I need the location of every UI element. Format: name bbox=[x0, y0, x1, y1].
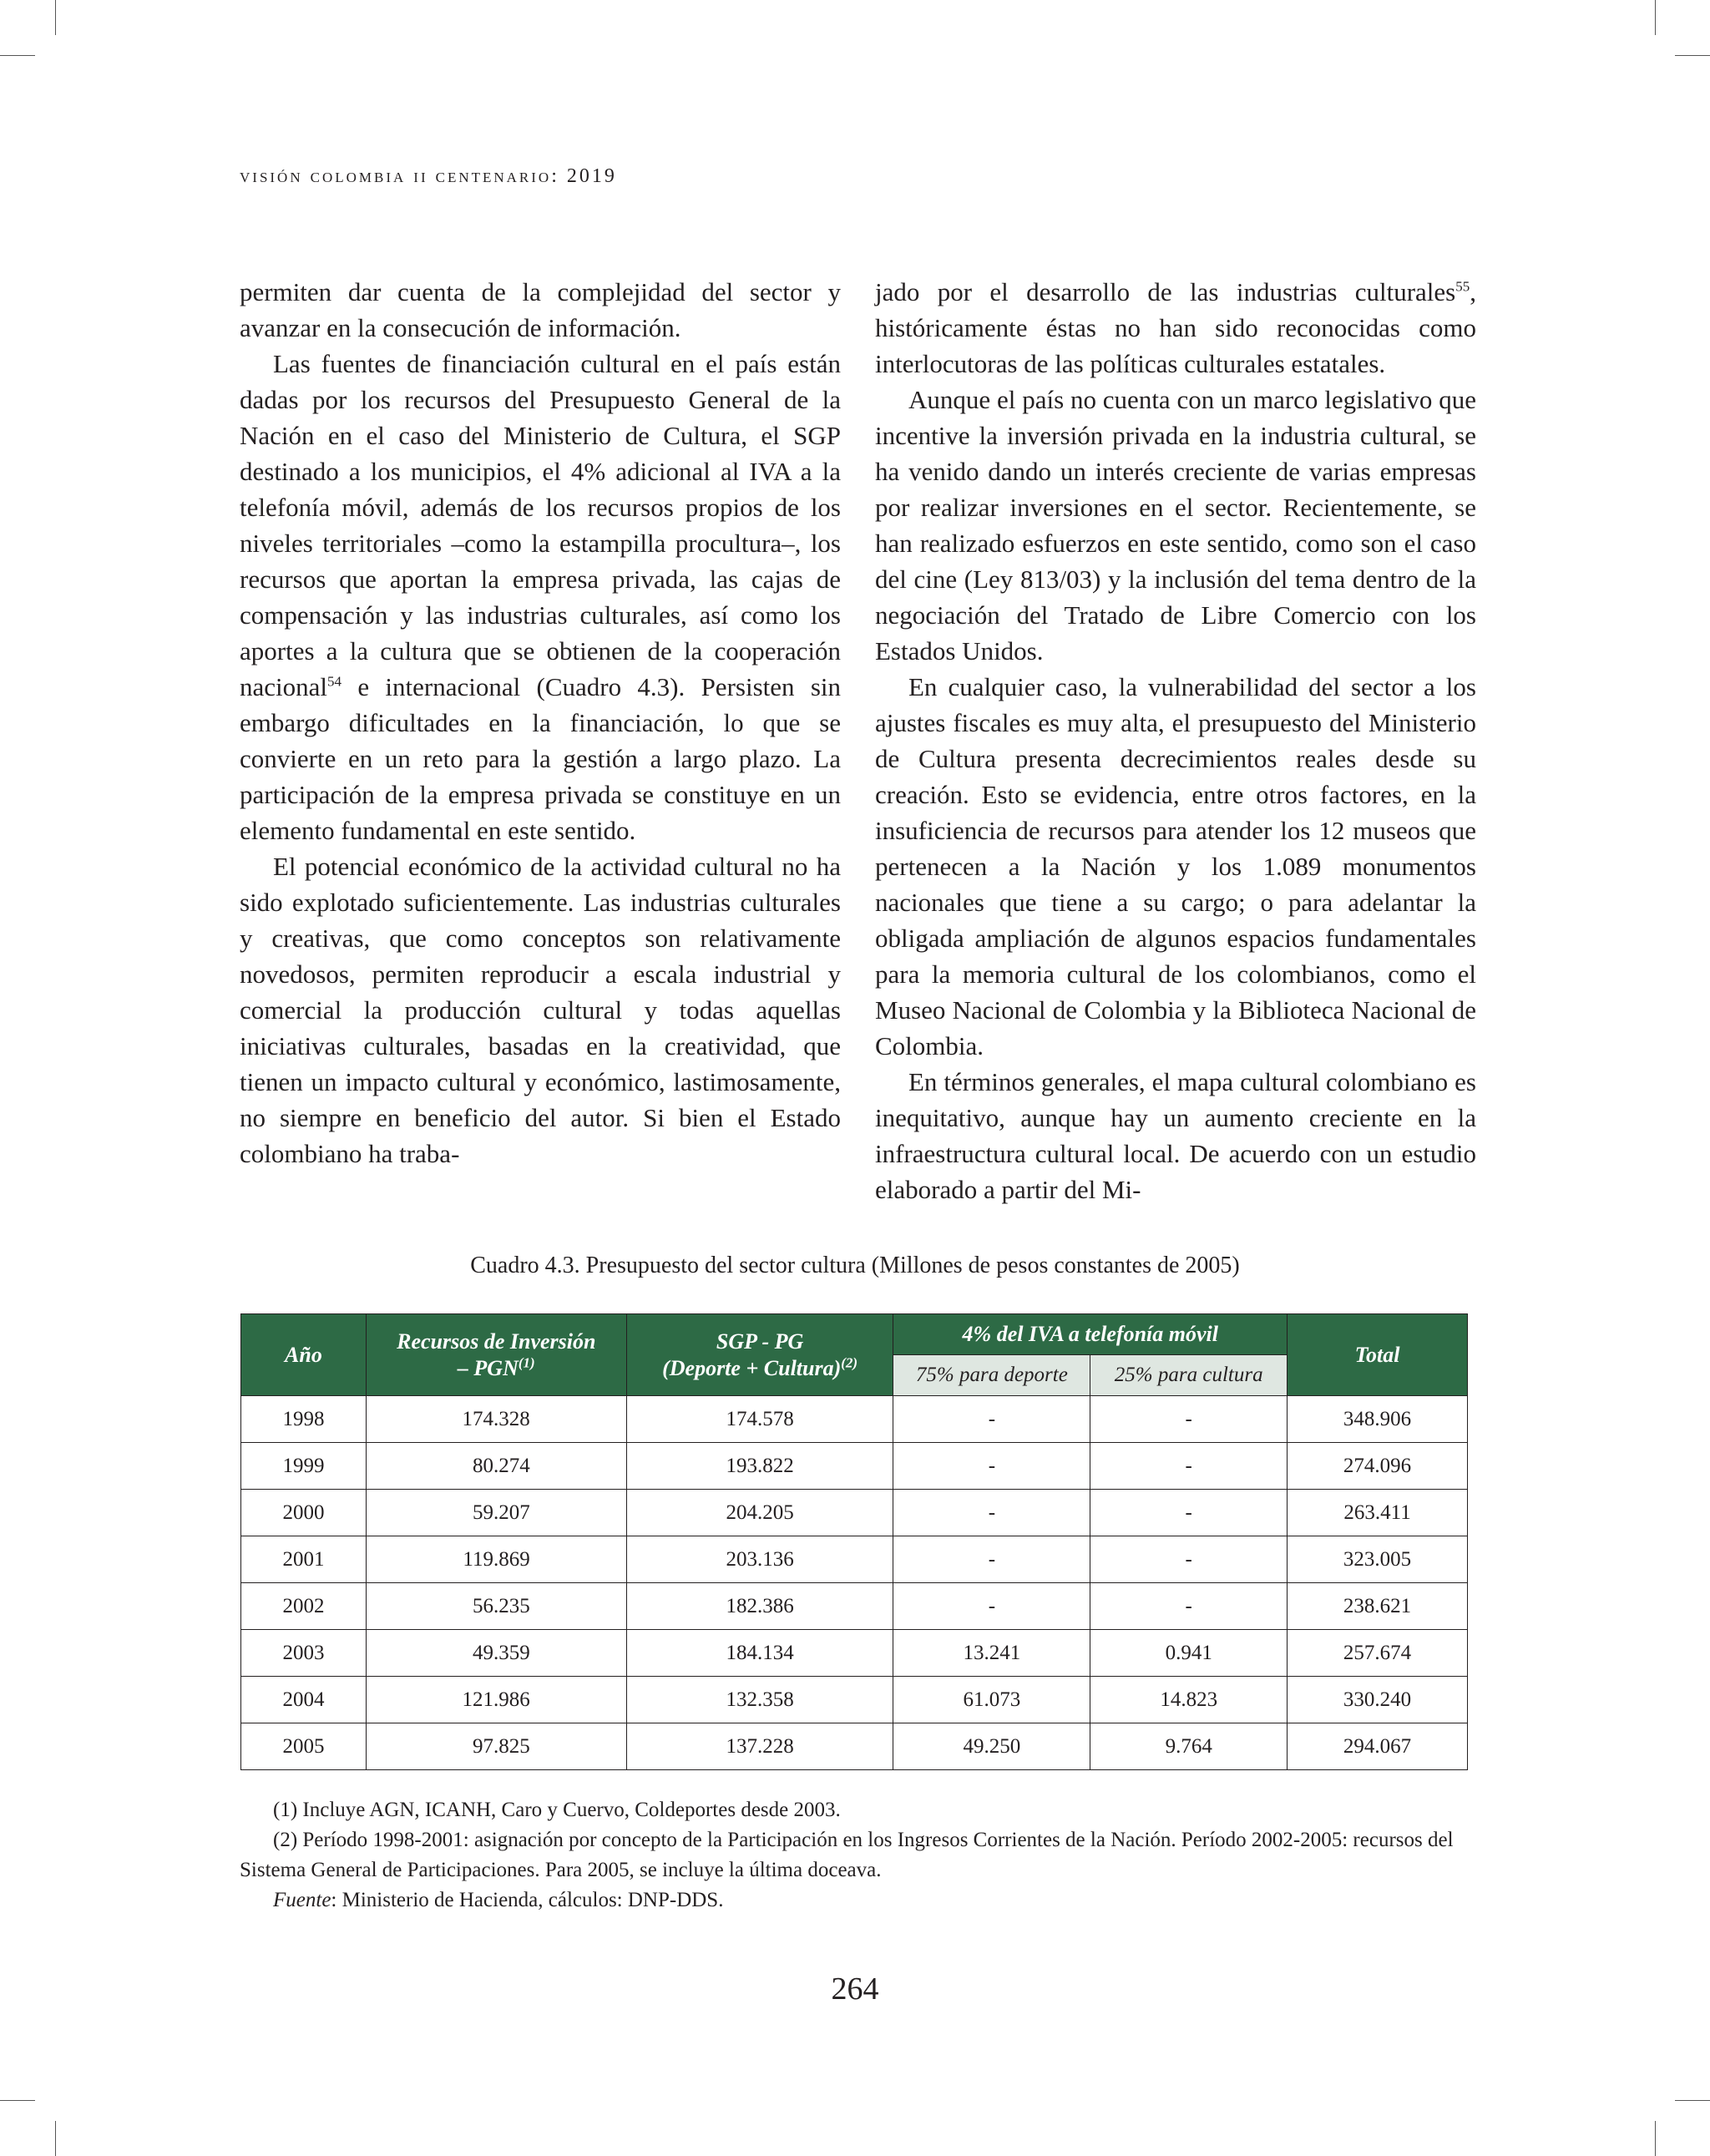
source-note: Fuente: Ministerio de Hacienda, cálculos: DNP-DDS. bbox=[273, 1889, 724, 1911]
header-year: Año bbox=[241, 1314, 367, 1396]
table-row bbox=[241, 1396, 1468, 1443]
crop-mark bbox=[0, 2100, 35, 2101]
cell-year: 1999 bbox=[241, 1443, 367, 1490]
crop-mark bbox=[1675, 2100, 1710, 2101]
table-row bbox=[241, 1630, 1468, 1677]
table-row bbox=[241, 1536, 1468, 1583]
running-head: visión colombia ii centenario: 2019 bbox=[240, 165, 617, 187]
cell-pgn: 97.825 bbox=[366, 1723, 626, 1770]
cell-iva-sport: 13.241 bbox=[893, 1630, 1090, 1677]
cell-total: 263.411 bbox=[1288, 1490, 1468, 1536]
header-pgn: Recursos de Inversión – PGN$^{(1)}$ bbox=[366, 1314, 626, 1396]
cell-sgp: 204.205 bbox=[626, 1490, 893, 1536]
cell-year: 2005 bbox=[241, 1723, 367, 1770]
crop-mark bbox=[1675, 55, 1710, 56]
table-row bbox=[241, 1583, 1468, 1630]
cell-total: 330.240 bbox=[1288, 1677, 1468, 1723]
cell-iva-culture: - bbox=[1090, 1583, 1288, 1630]
cell-sgp: 203.136 bbox=[626, 1536, 893, 1583]
budget-table bbox=[240, 1313, 1468, 1770]
cell-total: 274.096 bbox=[1288, 1443, 1468, 1490]
cell-year: 2003 bbox=[241, 1630, 367, 1677]
crop-mark bbox=[1655, 0, 1656, 35]
header-iva-sport: 75% para deporte bbox=[893, 1355, 1090, 1396]
cell-sgp: 184.134 bbox=[626, 1630, 893, 1677]
paragraph: Las fuentes de financiación cultural en el país están dadas por los recursos del Presupuesto General de la Nación en el caso del Ministerio de Cultura, el SGP destinado a los municipios, el 4% adicional al IVA a la telefonía móvil, además de los recursos propios de los niveles territoriales –como la estampilla procultura–, los recursos que aportan la empresa privada, las cajas de compensación y las industrias culturales, así como los aportes a la cultura que se obtienen de la cooperación nacional$^{54}$ e internacional (Cuadro 4.3). Persisten sin embargo dificultades en la financiación, lo que se convierte en un reto para la gestión a largo plazo. La participación de la empresa privada se constituye en un elemento fundamental en este sentido. bbox=[240, 349, 841, 845]
cell-iva-culture: - bbox=[1090, 1536, 1288, 1583]
cell-pgn: 59.207 bbox=[366, 1490, 626, 1536]
cell-total: 323.005 bbox=[1288, 1536, 1468, 1583]
crop-mark bbox=[0, 55, 35, 56]
table-row bbox=[241, 1677, 1468, 1723]
note-1: (1) Incluye AGN, ICANH, Caro y Cuervo, Coldeportes desde 2003. bbox=[273, 1799, 841, 1821]
paragraph: permiten dar cuenta de la complejidad del sector y avanzar en la consecución de información. bbox=[240, 277, 841, 342]
footnote-ref: 54 bbox=[327, 673, 342, 690]
cell-iva-culture: - bbox=[1090, 1443, 1288, 1490]
table-row bbox=[241, 1443, 1468, 1490]
cell-sgp: 182.386 bbox=[626, 1583, 893, 1630]
cell-iva-sport: - bbox=[893, 1536, 1090, 1583]
page-number: 264 bbox=[831, 1971, 879, 2007]
cell-pgn: 80.274 bbox=[366, 1443, 626, 1490]
paragraph: El potencial económico de la actividad cultural no ha sido explotado suficientemente. Las industrias culturales y creativas, que como conceptos son relativamente novedosos, permiten reproducir a escala industrial y comercial la producción cultural y todas aquellas iniciativas culturales, basadas en la creatividad, que tienen un impacto cultural y económico, lastimosamente, no siempre en beneficio del autor. Si bien el Estado colombiano ha traba- bbox=[240, 852, 841, 1168]
cell-year: 1998 bbox=[241, 1396, 367, 1443]
paragraph: En cualquier caso, la vulnerabilidad del sector a los ajustes fiscales es muy alta, el presupuesto del Ministerio de Cultura presenta decrecimientos reales desde su creación. Esto se evidencia, entre otros factores, en la insuficiencia de recursos para atender los 12 museos que pertenecen a la Nación y los 1.089 monumentos nacionales que tiene a su cargo; o para adelantar la obligada ampliación de algunos espacios fundamentales para la memoria cultural de los colombianos, como el Museo Nacional de Colombia y la Biblioteca Nacional de Colombia. bbox=[875, 672, 1476, 1060]
cell-iva-culture: 14.823 bbox=[1090, 1677, 1288, 1723]
cell-total: 348.906 bbox=[1288, 1396, 1468, 1443]
cell-iva-culture: 9.764 bbox=[1090, 1723, 1288, 1770]
cell-year: 2002 bbox=[241, 1583, 367, 1630]
table-row bbox=[241, 1490, 1468, 1536]
header-sgp: SGP - PG (Deporte + Cultura)$^{(2)}$ bbox=[626, 1314, 893, 1396]
table-notes bbox=[240, 1795, 1467, 1916]
cell-pgn: 174.328 bbox=[366, 1396, 626, 1443]
cell-total: 238.621 bbox=[1288, 1583, 1468, 1630]
cell-pgn: 121.986 bbox=[366, 1677, 626, 1723]
cell-iva-culture: 0.941 bbox=[1090, 1630, 1288, 1677]
cell-year: 2001 bbox=[241, 1536, 367, 1583]
crop-mark bbox=[55, 2121, 56, 2156]
cell-year: 2004 bbox=[241, 1677, 367, 1723]
table-caption: Cuadro 4.3. Presupuesto del sector cultura (Millones de pesos constantes de 2005) bbox=[470, 1253, 1240, 1278]
cell-total: 257.674 bbox=[1288, 1630, 1468, 1677]
cell-iva-sport: 61.073 bbox=[893, 1677, 1090, 1723]
cell-sgp: 137.228 bbox=[626, 1723, 893, 1770]
cell-sgp: 193.822 bbox=[626, 1443, 893, 1490]
cell-iva-sport: - bbox=[893, 1443, 1090, 1490]
note-2: (2) Período 1998-2001: asignación por concepto de la Participación en los Ingresos Corrientes de la Nación. Período 2002-2005: recursos del Sistema General de Participaciones. Para 2005, se incluye la última doceava. bbox=[240, 1829, 1454, 1881]
table-row bbox=[241, 1723, 1468, 1770]
paragraph: Aunque el país no cuenta con un marco legislativo que incentive la inversión privada en la industria cultural, se ha venido dando un interés creciente de varias empresas por realizar inversiones en el sector. Recientemente, se han realizado esfuerzos en este sentido, como son el caso del cine (Ley 813/03) y la inclusión del tema dentro de la negociación del Tratado de Libre Comercio con los Estados Unidos. bbox=[875, 385, 1476, 666]
crop-mark bbox=[1655, 2121, 1656, 2156]
right-column bbox=[875, 274, 1476, 1207]
cell-pgn: 56.235 bbox=[366, 1583, 626, 1630]
cell-sgp: 132.358 bbox=[626, 1677, 893, 1723]
cell-iva-culture: - bbox=[1090, 1490, 1288, 1536]
cell-sgp: 174.578 bbox=[626, 1396, 893, 1443]
crop-mark bbox=[55, 0, 56, 35]
cell-pgn: 49.359 bbox=[366, 1630, 626, 1677]
paragraph: En términos generales, el mapa cultural colombiano es inequitativo, aunque hay un aumento creciente en la infraestructura cultural local. De acuerdo con un estudio elaborado a partir del Mi- bbox=[875, 1067, 1476, 1204]
cell-iva-culture: - bbox=[1090, 1396, 1288, 1443]
cell-iva-sport: - bbox=[893, 1396, 1090, 1443]
cell-year: 2000 bbox=[241, 1490, 367, 1536]
cell-iva-sport: - bbox=[893, 1583, 1090, 1630]
paragraph: jado por el desarrollo de las industrias culturales$^{55}$, históricamente éstas no han sido reconocidas como interlocutoras de las políticas culturales estatales. bbox=[875, 277, 1476, 378]
footnote-ref: 55 bbox=[1455, 278, 1470, 295]
cell-pgn: 119.869 bbox=[366, 1536, 626, 1583]
header-iva: 4% del IVA a telefonía móvil bbox=[893, 1314, 1288, 1355]
header-total: Total bbox=[1288, 1314, 1468, 1396]
cell-iva-sport: 49.250 bbox=[893, 1723, 1090, 1770]
cell-iva-sport: - bbox=[893, 1490, 1090, 1536]
left-column bbox=[240, 274, 841, 1172]
cell-total: 294.067 bbox=[1288, 1723, 1468, 1770]
header-iva-culture: 25% para cultura bbox=[1090, 1355, 1288, 1396]
